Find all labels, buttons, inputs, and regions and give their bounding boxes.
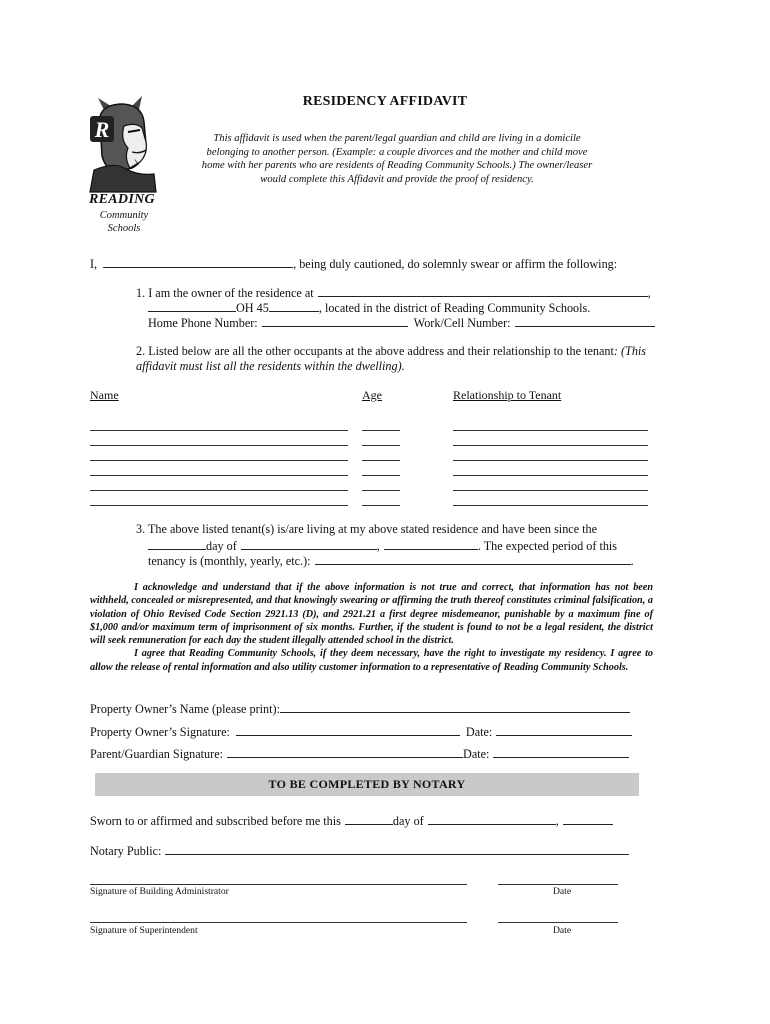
notary-sworn-line: Sworn to or affirmed and subscribed before me this day of ,: [90, 812, 613, 829]
occupant-age-field[interactable]: [362, 505, 400, 506]
building-admin-label: Signature of Building Administrator: [90, 886, 229, 897]
occupant-name-field[interactable]: [90, 430, 348, 431]
oath-prefix: I,: [90, 257, 98, 271]
occupant-relationship-field[interactable]: [453, 475, 648, 476]
since-day-field[interactable]: [148, 537, 206, 550]
occupant-name-field[interactable]: [90, 460, 348, 461]
col-header-relationship: Relationship to Tenant: [453, 388, 562, 402]
occupant-relationship-field[interactable]: [453, 430, 648, 431]
notary-public-label: Notary Public:: [90, 844, 162, 858]
acknowledgement: [90, 581, 653, 674]
day-of-label: day of: [206, 539, 237, 553]
occupant-relationship-field[interactable]: [453, 445, 648, 446]
page-title: RESIDENCY AFFIDAVIT: [302, 94, 468, 109]
tenancy-period-field[interactable]: [315, 552, 631, 565]
district-text: , located in the district of Reading Community Schools.: [318, 301, 591, 315]
parent-signature-field[interactable]: [227, 745, 463, 758]
org-sub-community: Community: [99, 210, 149, 221]
parent-signature-label: Parent/Guardian Signature:: [90, 747, 224, 761]
superintendent-signature-field[interactable]: [90, 922, 467, 923]
parent-date-label: Date:: [463, 747, 490, 761]
owner-name-line: [90, 700, 630, 717]
item2-note: : (This affidavit must list all the residents within the dwelling).: [136, 344, 647, 373]
parent-signature-line: [90, 745, 629, 762]
since-year-field[interactable]: [384, 537, 478, 550]
notary-public-line: [90, 842, 629, 859]
owner-name-field[interactable]: [280, 700, 630, 713]
since-month-field[interactable]: [241, 537, 377, 550]
owner-date-label: Date:: [465, 725, 493, 739]
home-phone-label: Home Phone Number:: [148, 316, 258, 330]
occupant-age-field[interactable]: [362, 475, 400, 476]
owner-signature-line: [90, 723, 632, 740]
city-field[interactable]: [148, 299, 236, 312]
acknowledgement-p2: I agree that Reading Community Schools, if they deem necessary, have the right to investigate my residency. I agree to allow the release of rental information and also utility customer information to a representative of Reading Community Schools.: [90, 648, 653, 673]
occupant-age-field[interactable]: [362, 430, 400, 431]
notary-public-field[interactable]: [165, 842, 629, 855]
occupant-name-field[interactable]: [90, 490, 348, 491]
item2-text: 2. Listed below are all the other occupants at the above address and their relationship to the tenant: [136, 344, 614, 358]
period-text: . The expected period of this: [477, 539, 618, 553]
state-zip-label: OH 45: [236, 301, 269, 315]
superintendent-date-field[interactable]: [498, 922, 618, 923]
notary-day-field[interactable]: [345, 812, 393, 825]
oath-line: [90, 255, 617, 272]
item3-line3: tenancy is (monthly, yearly, etc.): .: [148, 554, 634, 568]
tenant-name-field[interactable]: [103, 255, 293, 268]
work-phone-field[interactable]: [515, 314, 655, 327]
zip-field[interactable]: [269, 299, 319, 312]
occupant-age-field[interactable]: [362, 445, 400, 446]
parent-date-field[interactable]: [493, 745, 629, 758]
sworn-text: Sworn to or affirmed and subscribed before me this: [90, 814, 341, 828]
building-admin-signature-field[interactable]: [90, 884, 467, 885]
occupant-relationship-field[interactable]: [453, 505, 648, 506]
superintendent-date-label: Date: [553, 925, 572, 936]
item2: [136, 344, 676, 374]
occupant-age-field[interactable]: [362, 460, 400, 461]
occupant-relationship-field[interactable]: [453, 490, 648, 491]
occupant-relationship-field[interactable]: [453, 460, 648, 461]
occupant-name-field[interactable]: [90, 445, 348, 446]
svg-text:R: R: [94, 117, 110, 142]
item1-text: 1. I am the owner of the residence at: [136, 286, 314, 300]
col-header-name: Name: [90, 388, 119, 402]
building-admin-date-field[interactable]: [498, 884, 618, 885]
superintendent-label: Signature of Superintendent: [90, 925, 198, 936]
occupant-name-field[interactable]: [90, 475, 348, 476]
org-subtitle: [97, 209, 151, 235]
notary-day-of-label: day of: [392, 814, 424, 828]
residence-address-field[interactable]: [318, 284, 648, 297]
col-header-age: Age: [362, 388, 382, 402]
item3-line1: 3. The above listed tenant(s) is/are living at my above stated residence and have been since the: [136, 522, 598, 536]
building-admin-date-label: Date: [553, 886, 572, 897]
notary-month-field[interactable]: [428, 812, 556, 825]
occupant-name-field[interactable]: [90, 505, 348, 506]
owner-date-field[interactable]: [496, 723, 632, 736]
org-name: READING: [89, 192, 155, 207]
tenancy-label: tenancy is (monthly, yearly, etc.):: [148, 554, 311, 568]
oath-suffix: , being duly cautioned, do solemnly swear or affirm the following:: [293, 257, 618, 271]
owner-name-label: Property Owner’s Name (please print):: [90, 702, 280, 716]
notary-year-field[interactable]: [563, 812, 613, 825]
item1-line3: [148, 314, 655, 331]
owner-signature-field[interactable]: [236, 723, 460, 736]
org-sub-schools: Schools: [107, 223, 141, 234]
occupant-age-field[interactable]: [362, 490, 400, 491]
item1-line1: 1. I am the owner of the residence at ,: [136, 286, 651, 300]
home-phone-field[interactable]: [262, 314, 408, 327]
work-phone-label: Work/Cell Number:: [413, 316, 511, 330]
intro-text: This affidavit is used when the parent/legal guardian and child are living in a domicile belonging to another person. (Example: a couple divorces and the mother and child move home with her parents who are residents of Reading Community Schools.) The owner/leaser would complete this Affidavit and provide the proof of residency.: [201, 133, 593, 185]
item3-line2: day of , . The expected period of this: [148, 537, 617, 554]
owner-signature-label: Property Owner’s Signature:: [90, 725, 230, 739]
acknowledgement-p1: I acknowledge and understand that if the above information is not true and correct, that information has not been withheld, concealed or misrepresented, and that knowingly swearing or affirming the truth thereof constitutes criminal falsification, a violation of Ohio Revised Code Section 2921.13 (D), and 2921.21 a first degree misdemeanor, punishable by a maximum fine of $1,000 and/or maximum term of imprisonment of six months. Further, if the student is found to not be a legal resident, the district will seek remuneration for each day the student illegally attended school in the district.: [90, 582, 653, 647]
notary-section-header: TO BE COMPLETED BY NOTARY: [95, 773, 639, 796]
